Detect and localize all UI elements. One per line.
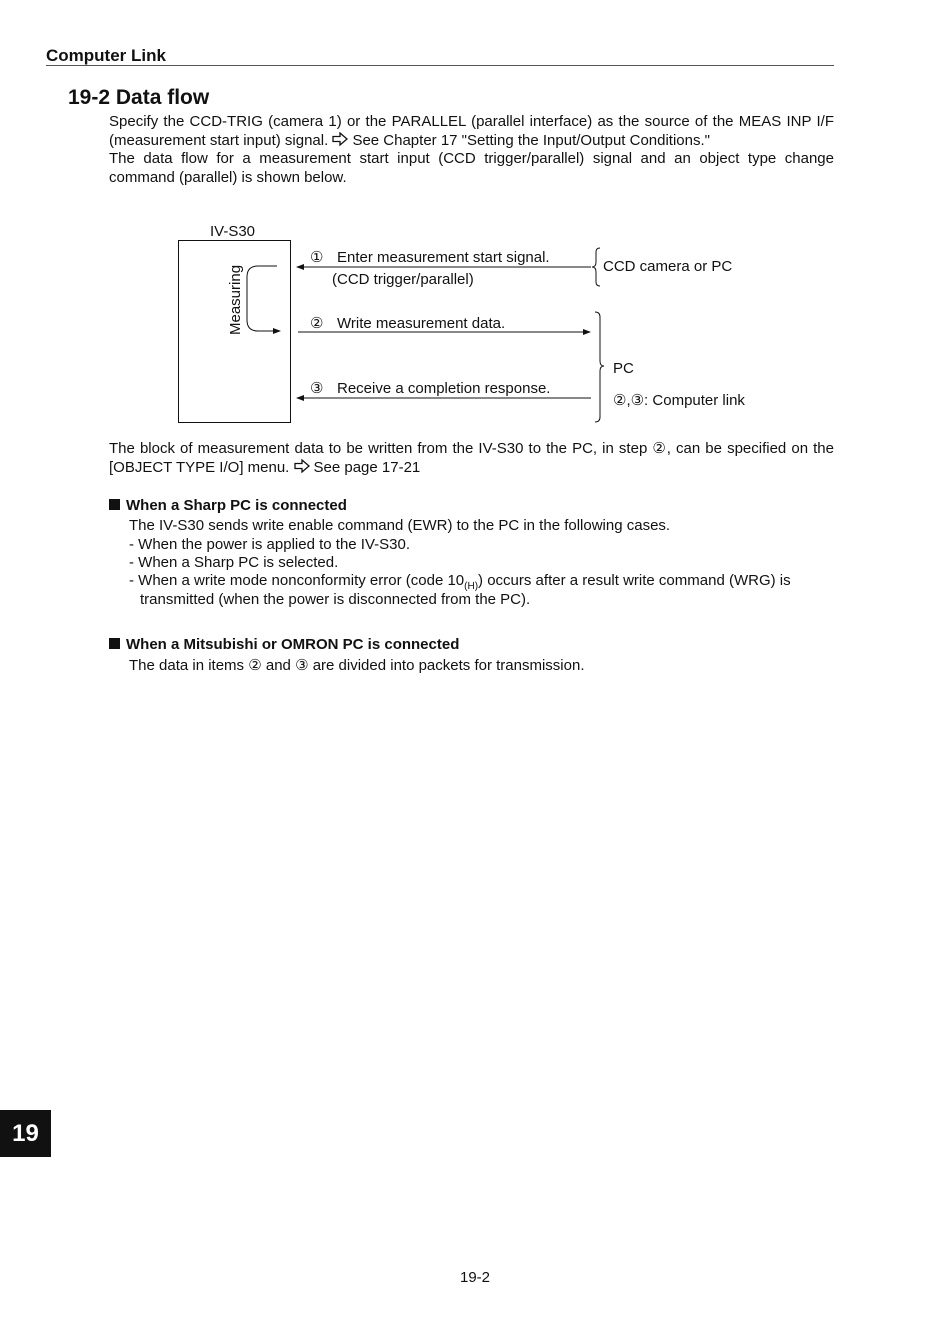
sharp-heading <box>109 497 347 514</box>
mitsubishi-heading-text: When a Mitsubishi or OMRON PC is connected <box>126 636 460 653</box>
hex-subscript: (H) <box>464 581 479 592</box>
sharp-heading-text: When a Sharp PC is connected <box>126 497 347 514</box>
page-number: 19-2 <box>459 1269 491 1286</box>
mitsubishi-heading <box>109 636 459 653</box>
pc-label: PC <box>613 360 634 377</box>
mitsubishi-text <box>129 656 584 676</box>
reference-arrow-icon <box>294 459 310 473</box>
running-header: Computer Link <box>46 46 166 65</box>
step2-number: ② <box>310 315 324 332</box>
item-3-number: ③ <box>295 656 309 674</box>
mitsubishi-text-1: The data in items <box>129 657 245 674</box>
measuring-label: Measuring <box>227 264 244 335</box>
bullet-square-icon <box>109 499 120 510</box>
sharp-item-1: - When the power is applied to the IV-S30. <box>129 536 410 553</box>
bullet-square-icon <box>109 638 120 649</box>
sharp-item-3-continued: transmitted (when the power is disconnected from the PC). <box>140 591 531 608</box>
section-title: 19-2 Data flow <box>68 86 210 109</box>
block-note-step: ② <box>652 439 667 457</box>
step3-number: ③ <box>310 380 324 397</box>
sharp-item-2: - When a Sharp PC is selected. <box>129 554 339 571</box>
computer-link-label: ②,③: Computer link <box>613 392 745 409</box>
item-2-number: ② <box>248 656 262 674</box>
page-reference: See page 17-21 <box>313 458 421 476</box>
step1-subtext: (CCD trigger/parallel) <box>332 271 474 288</box>
mitsubishi-text-2: and <box>265 657 291 674</box>
block-note-text-2: , can be specified on the [OBJECT TYPE I/O] menu. <box>109 440 834 476</box>
step1-text: Enter measurement start signal. <box>337 249 550 266</box>
mitsubishi-text-3: are divided into packets for transmission. <box>312 657 585 674</box>
chapter-tab: 19 <box>0 1110 51 1157</box>
measuring-loop-arrow <box>247 266 280 331</box>
intro-paragraph-2: The data flow for a measurement start input (CCD trigger/parallel) signal and an object type change command (parallel) is shown below. <box>109 150 834 186</box>
chapter-reference: See Chapter 17 "Setting the Input/Output Conditions." <box>352 131 710 149</box>
intro-text: Specify the CCD-TRIG (camera 1) or the PARALLEL (parallel interface) as the source of the MEAS INP I/F (measurement start input) signal. <box>109 113 834 149</box>
step2-text: Write measurement data. <box>337 315 506 332</box>
sharp-item-3-text-2: ) occurs after a result write command (WRG) is <box>478 572 791 589</box>
step1-number: ① <box>310 249 324 266</box>
step3-text: Receive a completion response. <box>337 380 551 397</box>
device-label: IV-S30 <box>210 223 256 240</box>
sharp-item-3-text: - When a write mode nonconformity error (code 10 <box>129 572 465 589</box>
block-note <box>109 439 834 477</box>
block-note-text: The block of measurement data to be written from the IV-S30 to the PC, in step <box>109 440 648 457</box>
sharp-intro: The IV-S30 sends write enable command (EWR) to the PC in the following cases. <box>129 517 671 534</box>
pc-brace <box>595 312 604 422</box>
source-label: CCD camera or PC <box>603 258 733 275</box>
source-brace <box>592 248 600 286</box>
